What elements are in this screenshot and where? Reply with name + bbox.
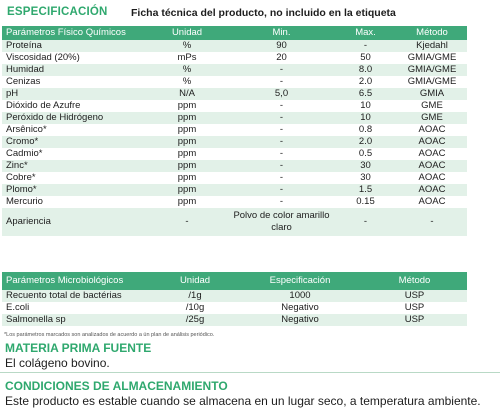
cell-param: Viscosidad (20%) [2, 52, 145, 64]
cell-method: AOAC [397, 172, 467, 184]
micro-col-spec: Especificación [238, 272, 362, 290]
cell-method: GME [397, 112, 467, 124]
cell-min: - [229, 136, 334, 148]
cell-spec: Negativo [238, 302, 362, 314]
cell-unit: ppm [145, 172, 229, 184]
physchem-row [2, 208, 467, 236]
physchem-table [2, 26, 467, 236]
cell-method: GMIA/GME [397, 52, 467, 64]
cell-param: pH [2, 88, 145, 100]
cell-max: 10 [334, 112, 397, 124]
cell-method: GMIA/GME [397, 64, 467, 76]
physchem-row [2, 100, 467, 112]
cell-method: GME [397, 100, 467, 112]
cell-method: USP [362, 290, 467, 302]
cell-method: AOAC [397, 124, 467, 136]
micro-row [2, 314, 467, 326]
cell-unit: /10g [152, 302, 238, 314]
cell-unit: ppm [145, 196, 229, 208]
cell-max: 6.5 [334, 88, 397, 100]
cell-max: 0.15 [334, 196, 397, 208]
physchem-col-max: Max. [334, 26, 397, 40]
cell-min: 90 [229, 40, 334, 52]
cell-unit: % [145, 40, 229, 52]
cell-unit: N/A [145, 88, 229, 100]
physchem-row [2, 184, 467, 196]
cell-min: - [229, 76, 334, 88]
cell-min: - [229, 124, 334, 136]
cell-max: 2.0 [334, 76, 397, 88]
cell-method: USP [362, 314, 467, 326]
section-divider [0, 372, 500, 373]
cell-max: 30 [334, 172, 397, 184]
cell-unit: ppm [145, 112, 229, 124]
spec-subtitle: Ficha técnica del producto, no incluido en la etiqueta [131, 7, 396, 19]
cell-unit: ppm [145, 124, 229, 136]
cell-param: Apariencia [2, 208, 145, 236]
micro-col-param: Parámetros Microbiológicos [2, 272, 152, 290]
physchem-header-row [2, 26, 467, 40]
cell-min: Polvo de color amarillo claro [229, 208, 334, 236]
cell-unit: /25g [152, 314, 238, 326]
cell-unit: ppm [145, 160, 229, 172]
physchem-row [2, 112, 467, 124]
cell-max: 0.5 [334, 148, 397, 160]
cell-unit: - [145, 208, 229, 236]
cell-param: Dióxido de Azufre [2, 100, 145, 112]
cell-unit: ppm [145, 184, 229, 196]
cell-param: Arsênico* [2, 124, 145, 136]
raw-material-body: El colágeno bovino. [5, 356, 110, 370]
physchem-row [2, 88, 467, 100]
cell-param: Plomo* [2, 184, 145, 196]
cell-unit: % [145, 76, 229, 88]
cell-method: - [397, 208, 467, 236]
physchem-row [2, 76, 467, 88]
cell-param: Cobre* [2, 172, 145, 184]
micro-col-method: Método [362, 272, 467, 290]
cell-unit: mPs [145, 52, 229, 64]
cell-param: Peróxido de Hidrógeno [2, 112, 145, 124]
micro-header-row [2, 272, 467, 290]
cell-max: 8.0 [334, 64, 397, 76]
micro-row [2, 290, 467, 302]
cell-method: AOAC [397, 136, 467, 148]
physchem-row [2, 64, 467, 76]
cell-method: AOAC [397, 160, 467, 172]
cell-max: 50 [334, 52, 397, 64]
physchem-col-unit: Unidad [145, 26, 229, 40]
cell-param: Salmonella sp [2, 314, 152, 326]
cell-min: 20 [229, 52, 334, 64]
cell-method: USP [362, 302, 467, 314]
physchem-row [2, 52, 467, 64]
cell-unit: % [145, 64, 229, 76]
cell-max: - [334, 208, 397, 236]
physchem-col-method: Método [397, 26, 467, 40]
cell-spec: Negativo [238, 314, 362, 326]
cell-method: AOAC [397, 148, 467, 160]
cell-param: Cromo* [2, 136, 145, 148]
cell-max: 10 [334, 100, 397, 112]
cell-max: 2.0 [334, 136, 397, 148]
cell-min: - [229, 112, 334, 124]
micro-row [2, 302, 467, 314]
cell-param: Cenizas [2, 76, 145, 88]
cell-unit: ppm [145, 100, 229, 112]
cell-min: - [229, 172, 334, 184]
cell-spec: 1000 [238, 290, 362, 302]
cell-unit: ppm [145, 136, 229, 148]
cell-max: 1.5 [334, 184, 397, 196]
cell-min: - [229, 184, 334, 196]
cell-unit: ppm [145, 148, 229, 160]
cell-method: GMIA/GME [397, 76, 467, 88]
cell-max: 0.8 [334, 124, 397, 136]
cell-method: AOAC [397, 196, 467, 208]
cell-min: - [229, 64, 334, 76]
cell-min: - [229, 148, 334, 160]
cell-min: 5,0 [229, 88, 334, 100]
micro-table [2, 272, 467, 326]
physchem-row [2, 148, 467, 160]
section-title-especificacion: ESPECIFICACIÓN [7, 6, 108, 18]
micro-col-unit: Unidad [152, 272, 238, 290]
cell-param: Mercurio [2, 196, 145, 208]
cell-min: - [229, 100, 334, 112]
cell-max: 30 [334, 160, 397, 172]
cell-unit: /1g [152, 290, 238, 302]
physchem-row [2, 136, 467, 148]
cell-param: E.coli [2, 302, 152, 314]
physchem-row [2, 124, 467, 136]
raw-material-title: MATERIA PRIMA FUENTE [5, 341, 152, 355]
cell-method: Kjedahl [397, 40, 467, 52]
cell-min: - [229, 160, 334, 172]
cell-method: GMIA [397, 88, 467, 100]
physchem-row [2, 172, 467, 184]
physchem-row [2, 160, 467, 172]
storage-title: CONDICIONES DE ALMACENAMIENTO [5, 379, 228, 393]
physchem-row [2, 196, 467, 208]
cell-param: Zinc* [2, 160, 145, 172]
storage-body: Este producto es estable cuando se almacena en un lugar seco, a temperatura ambiente. [5, 394, 481, 408]
cell-max: - [334, 40, 397, 52]
physchem-col-param: Parámetros Físico Químicos [2, 26, 145, 40]
cell-param: Humidad [2, 64, 145, 76]
physchem-row [2, 40, 467, 52]
cell-method: AOAC [397, 184, 467, 196]
cell-min: - [229, 196, 334, 208]
cell-param: Cadmio* [2, 148, 145, 160]
physchem-col-min: Min. [229, 26, 334, 40]
footnote: *Los parámetros marcados son analizados de acuerdo a ún plan de análisis periódico. [4, 332, 215, 338]
cell-param: Proteína [2, 40, 145, 52]
cell-param: Recuento total de bactérias [2, 290, 152, 302]
